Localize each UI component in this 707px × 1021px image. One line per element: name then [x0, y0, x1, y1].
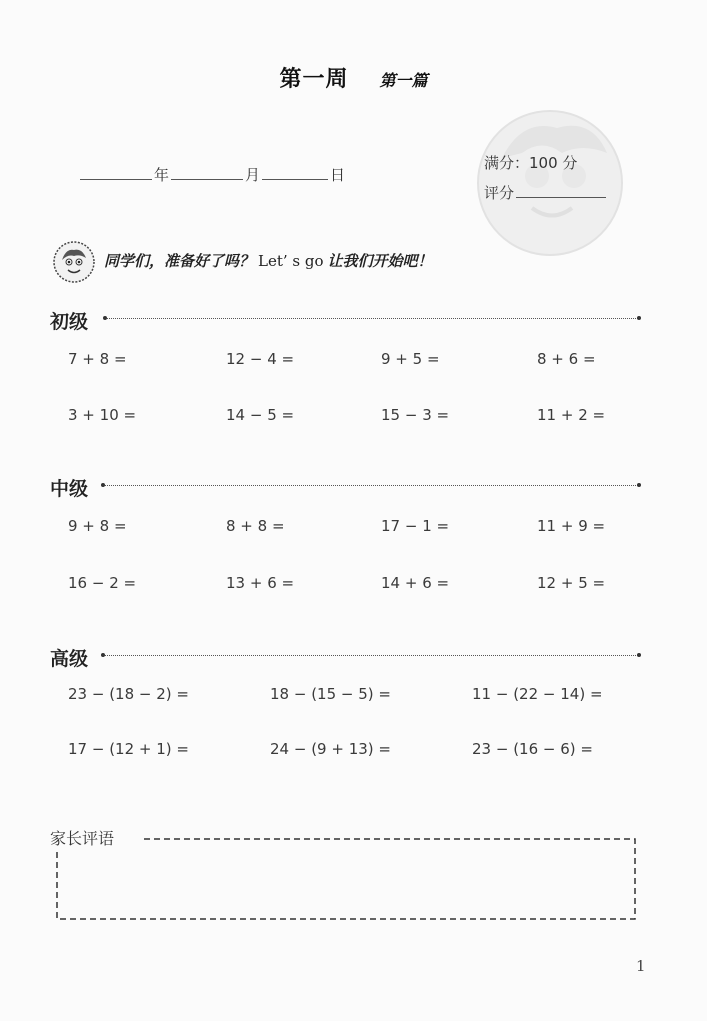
problem: 23 − (16 − 6) =: [472, 740, 593, 758]
score-block: [484, 148, 606, 208]
full-score: 满分：100 分: [484, 154, 578, 172]
section-divider: [102, 655, 638, 656]
divider-dot: [101, 653, 105, 657]
page-subtitle: 第一篇: [379, 71, 428, 90]
problem: 24 − (9 + 13) =: [270, 740, 391, 758]
greeting-part2: 让我们开始吧！: [327, 252, 433, 270]
section-title-advanced: 高级: [50, 648, 89, 670]
problem: 11 − (22 − 14) =: [472, 685, 603, 703]
problem: 7 + 8 =: [68, 350, 127, 368]
problem: 8 + 8 =: [226, 517, 285, 535]
problem: 12 − 4 =: [226, 350, 295, 368]
comment-label: 家长评语: [50, 829, 115, 848]
section-divider: [102, 485, 638, 486]
year-blank[interactable]: [80, 165, 152, 180]
section-title-beginner: 初级: [50, 311, 89, 333]
divider-dot: [637, 316, 641, 320]
month-blank[interactable]: [171, 165, 243, 180]
page-title: 第一周: [279, 67, 349, 92]
month-label: 月: [245, 166, 261, 184]
problem: 16 − 2 =: [68, 574, 137, 592]
score-label: 评分: [484, 184, 515, 202]
comment-box[interactable]: [56, 838, 636, 920]
greeting-part1: 同学们，准备好了吗？: [104, 252, 255, 270]
section-divider: [104, 318, 638, 319]
greeting-text: [104, 250, 433, 271]
problem: 15 − 3 =: [381, 406, 450, 424]
problem: 14 + 6 =: [381, 574, 450, 592]
divider-dot: [637, 483, 641, 487]
problem: 17 − 1 =: [381, 517, 450, 535]
section-title-intermediate: 中级: [50, 478, 89, 500]
problem: 14 − 5 =: [226, 406, 295, 424]
problem: 8 + 6 =: [537, 350, 596, 368]
problem: 17 − (12 + 1) =: [68, 740, 189, 758]
title-row: [0, 62, 707, 93]
mascot-icon: [52, 240, 96, 284]
problem: 23 − (18 − 2) =: [68, 685, 189, 703]
divider-dot: [103, 316, 107, 320]
problem: 12 + 5 =: [537, 574, 606, 592]
divider-dot: [637, 653, 641, 657]
score-blank[interactable]: [516, 183, 606, 198]
problem: 9 + 5 =: [381, 350, 440, 368]
greeting-latin: Let’ s go: [258, 252, 324, 270]
day-label: 日: [330, 166, 346, 184]
problem: 11 + 9 =: [537, 517, 606, 535]
problem: 18 − (15 − 5) =: [270, 685, 391, 703]
divider-dot: [101, 483, 105, 487]
day-blank[interactable]: [262, 165, 328, 180]
date-line: [80, 164, 347, 185]
problem: 13 + 6 =: [226, 574, 295, 592]
problem: 9 + 8 =: [68, 517, 127, 535]
problem: 3 + 10 =: [68, 406, 137, 424]
year-label: 年: [154, 166, 170, 184]
page-number: 1: [636, 957, 646, 975]
problem: 11 + 2 =: [537, 406, 606, 424]
score-row: [484, 178, 606, 208]
